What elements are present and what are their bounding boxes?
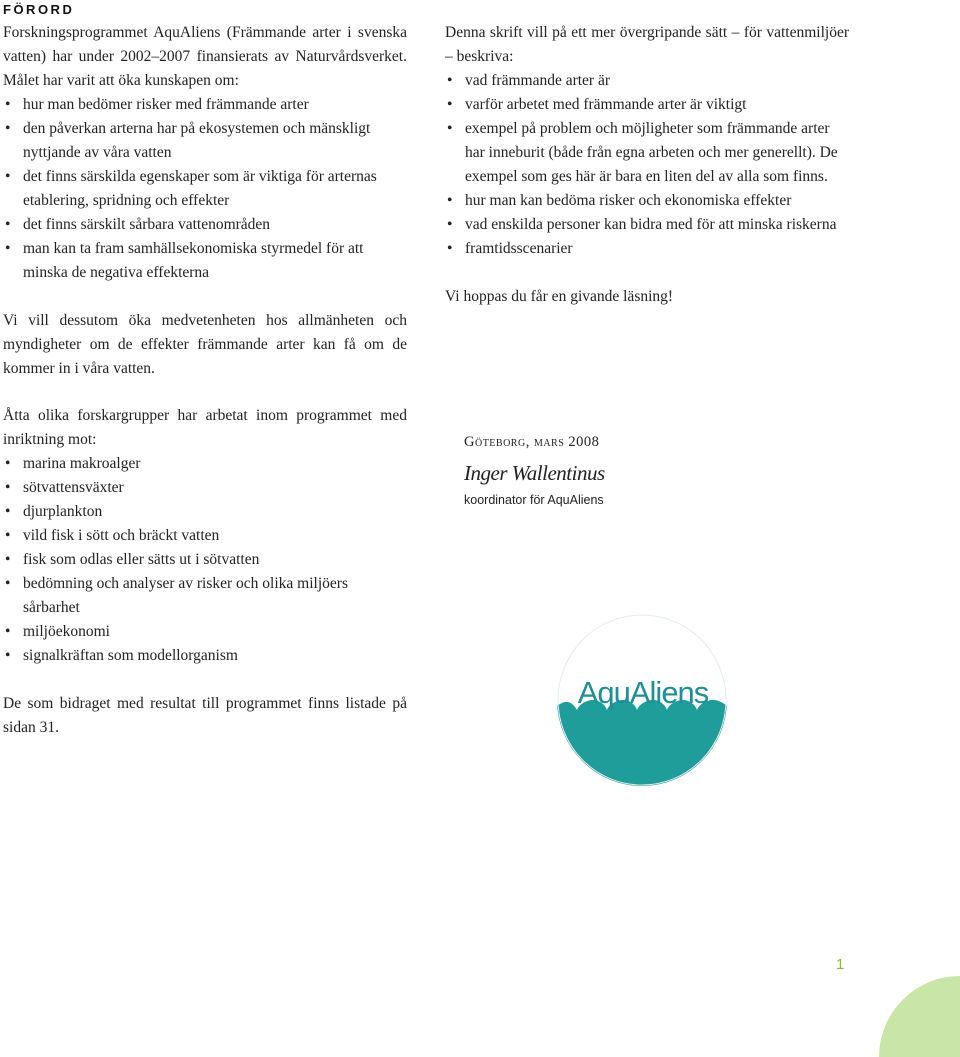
- results-paragraph: De som bidraget med resultat till programmet finns listade på sidan 31.: [3, 695, 407, 736]
- section-heading: FÖRORD: [3, 2, 75, 17]
- list-item: • vad främmande arter är: [445, 69, 849, 93]
- list-item: • varför arbetet med främmande arter är viktigt: [445, 93, 849, 117]
- right-column: [445, 21, 849, 309]
- groups-list: [3, 452, 407, 668]
- list-item: • det finns särskilt sårbara vattenområden: [3, 213, 407, 237]
- list-item: • fisk som odlas eller sätts ut i sötvatten: [3, 548, 407, 572]
- list-item: • sötvattensväxter: [3, 476, 407, 500]
- list-item: • den påverkan arterna har på ekosystemen och mänskligt nyttjande av våra vatten: [3, 117, 407, 165]
- awareness-paragraph: Vi vill dessutom öka medvetenheten hos allmänheten och myndigheter om de effekter främmande arter kan få om de kommer in i våra vatten.: [3, 312, 407, 377]
- left-column: [3, 21, 407, 381]
- list-item: • framtidsscenarier: [445, 237, 849, 261]
- signature-role: koordinator för AquAliens: [464, 493, 604, 507]
- goals-list: [3, 93, 407, 285]
- groups-intro-paragraph: Åtta olika forskargrupper har arbetat inom programmet med inriktning mot:: [3, 407, 407, 448]
- left-column-lower: [3, 404, 407, 740]
- list-item: • man kan ta fram samhällsekonomiska styrmedel för att minska de negativa effekterna: [3, 237, 407, 285]
- corner-decoration: [878, 976, 960, 1057]
- list-item: • marina makroalger: [3, 452, 407, 476]
- signature-name: Inger Wallentinus: [464, 461, 605, 485]
- list-item: • hur man kan bedöma risker och ekonomiska effekter: [445, 189, 849, 213]
- place-date: Göteborg, mars 2008: [464, 434, 600, 450]
- closing-line: Vi hoppas du får en givande läsning!: [445, 288, 674, 305]
- aqualiens-logo: [557, 614, 727, 786]
- logo-graphic: [557, 614, 727, 786]
- list-item: • exempel på problem och möjligheter som främmande arter har inneburit (både från egna arbeten och mer generellt). De exempel som ges här är bara en liten del av alla som finns.: [445, 117, 849, 189]
- list-item: • miljöekonomi: [3, 620, 407, 644]
- list-item: • det finns särskilda egenskaper som är viktiga för arternas etablering, spridning och effekter: [3, 165, 407, 213]
- list-item: • djurplankton: [3, 500, 407, 524]
- list-item: • hur man bedömer risker med främmande arter: [3, 93, 407, 117]
- list-item: • signalkräftan som modellorganism: [3, 644, 407, 668]
- list-item: • bedömning och analyser av risker och olika miljöers sårbarhet: [3, 572, 407, 620]
- page-number: 1: [836, 956, 845, 973]
- topics-list: [445, 69, 849, 261]
- list-item: • vild fisk i sött och bräckt vatten: [3, 524, 407, 548]
- right-intro-paragraph: Denna skrift vill på ett mer övergripande sätt – för vattenmiljöer – beskriva:: [445, 24, 849, 65]
- list-item: • vad enskilda personer kan bidra med för att minska riskerna: [445, 213, 849, 237]
- intro-paragraph: Forskningsprogrammet AquAliens (Främmande arter i svenska vatten) har under 2002–2007 finansierats av Naturvårdsverket. Målet har varit att öka kunskapen om:: [3, 24, 407, 89]
- logo-text: AquAliens: [577, 675, 709, 710]
- signature-block: [464, 430, 764, 512]
